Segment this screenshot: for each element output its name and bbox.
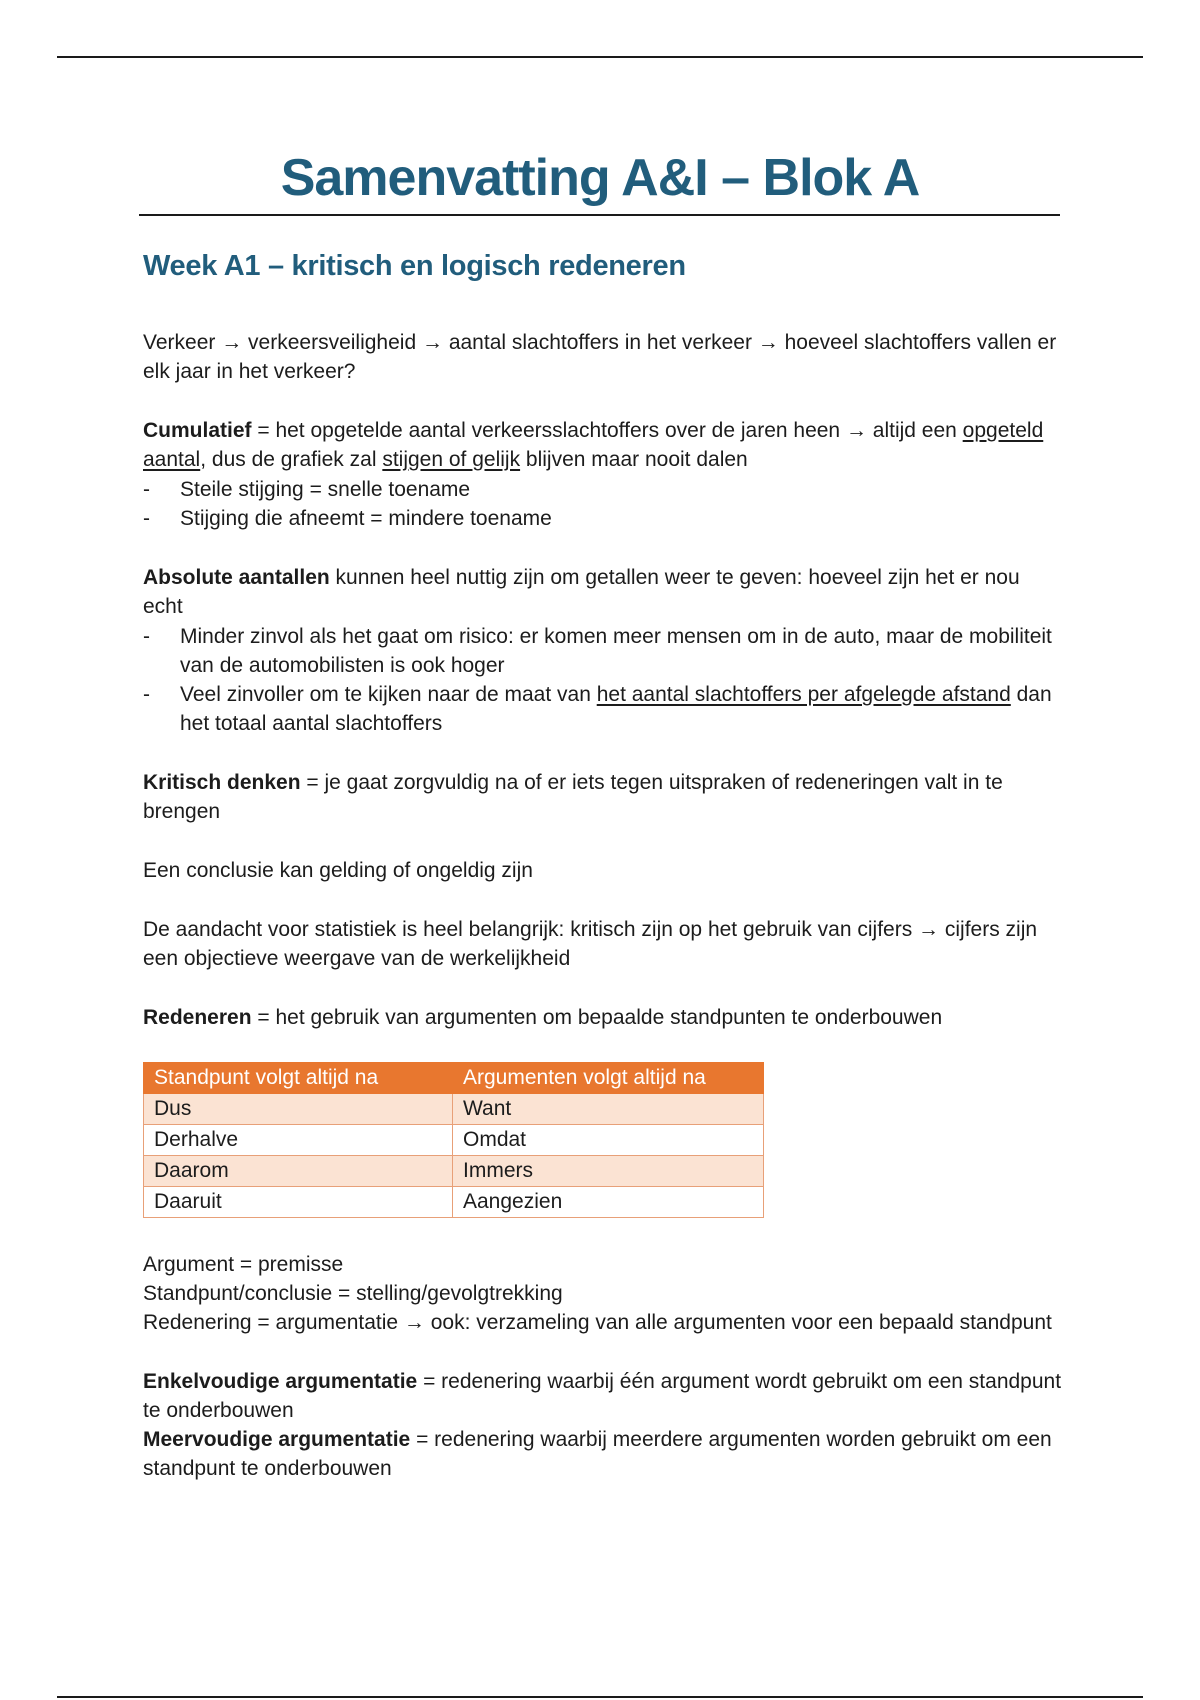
table-cell: Daaruit [144,1187,453,1218]
paragraph-kritisch [143,768,1063,826]
underlined-text: opgeteld aantal [143,419,1044,471]
paragraph-enkelvoudig [143,1367,1063,1425]
signal-words-table [143,1062,764,1218]
absolute-list [143,622,1063,738]
text: Verkeer [143,331,222,354]
term-kritisch: Kritisch denken [143,771,301,794]
arrow-icon: → [221,331,243,354]
paragraph-cumulatief [143,416,1063,474]
term-enkelvoudig: Enkelvoudige argumentatie [143,1370,418,1393]
text: Veel zinvoller om te kijken naar de maat van [180,683,597,706]
term-meervoudig: Meervoudige argumentatie [143,1428,411,1451]
text: aantal slachtoffers in het verkeer [442,331,758,354]
page-bottom-rule [57,1696,1143,1698]
text: , dus de grafiek zal [200,448,383,471]
text: verkeersveiligheid [242,331,422,354]
text: = het opgetelde aantal verkeersslachtoffers over de jaren heen [251,419,846,442]
paragraph-absolute [143,563,1063,621]
text: = je gaat zorgvuldig na of er iets tegen uitspraken of redeneringen valt in te brengen [143,771,1003,823]
table-cell: Dus [144,1094,453,1125]
text: ook: verzameling van alle argumenten voor een bepaald standpunt [424,1311,1052,1334]
argumentatie-block [143,1367,1063,1483]
underlined-text: stijgen of gelijk [382,448,521,471]
list-item [143,680,1063,738]
table-row [144,1125,764,1156]
definition-argument: Argument = premisse [143,1253,344,1276]
cumulatief-block [143,416,1063,533]
definitions-block [143,1250,1063,1337]
page-top-rule [57,56,1143,58]
table-cell: Aangezien [453,1187,764,1218]
document-body [143,250,1063,1513]
paragraph-redeneren [143,1003,1063,1032]
paragraph-meervoudig [143,1425,1063,1483]
term-redeneren: Redeneren [143,1006,252,1029]
arrow-icon: → [845,419,867,442]
text: altijd een [866,419,963,442]
text: kunnen heel nuttig zijn om getallen weer te geven: hoeveel zijn het er nou echt [143,566,1020,618]
term-cumulatief: Cumulatief [143,419,252,442]
definition-redenering [143,1308,1063,1337]
paragraph-conclusie: Een conclusie kan gelding of ongeldig zijn [143,859,533,882]
cumulatief-list [143,475,1063,533]
table-cell: Immers [453,1156,764,1187]
list-item: - Steile stijging = snelle toename [143,475,1063,504]
table-cell: Daarom [144,1156,453,1187]
text: = redenering waarbij één argument wordt gebruikt om een standpunt te onderbouwen [143,1370,1062,1422]
table-row [144,1094,764,1125]
table-header-cell: Standpunt volgt altijd na [144,1063,453,1094]
paragraph-verkeer [143,328,1063,386]
text: cijfers zijn een objectieve weergave van de werkelijkheid [143,918,1038,970]
arrow-icon: → [757,331,779,354]
arrow-icon: → [918,918,940,941]
title-underline [139,214,1060,216]
table-row [144,1187,764,1218]
term-absolute: Absolute aantallen [143,566,330,589]
text: = het gebruik van argumenten om bepaalde standpunten te onderbouwen [251,1006,943,1029]
definition-standpunt: Standpunt/conclusie = stelling/gevolgtrekking [143,1282,563,1305]
section-heading: Week A1 – kritisch en logisch redeneren [143,250,686,282]
paragraph-statistiek [143,915,1063,973]
text: blijven maar nooit dalen [520,448,748,471]
table-header-row [144,1063,764,1094]
text: dan het totaal aantal slachtoffers [180,683,1052,735]
table-cell: Omdat [453,1125,764,1156]
table-header-cell: Argumenten volgt altijd na [453,1063,764,1094]
document-title: Samenvatting A&I – Blok A [280,149,920,207]
text: hoeveel slachtoffers vallen er elk jaar in het verkeer? [143,331,1057,383]
arrow-icon: → [421,331,443,354]
table-row [144,1156,764,1187]
table-cell: Want [453,1094,764,1125]
absolute-block [143,563,1063,738]
list-item: - Stijging die afneemt = mindere toename [143,504,1063,533]
text: De aandacht voor statistiek is heel belangrijk: kritisch zijn op het gebruik van cijfers [143,918,919,941]
table-cell: Derhalve [144,1125,453,1156]
underlined-text: het aantal slachtoffers per afgelegde afstand [596,683,1011,706]
arrow-icon: → [403,1311,425,1334]
list-item: - Minder zinvol als het gaat om risico: er komen meer mensen om in de auto, maar de mobiliteit van de automobilisten is ook hoger [143,622,1063,680]
text: Redenering = argumentatie [143,1311,404,1334]
text: = redenering waarbij meerdere argumenten worden gebruikt om een standpunt te onderbouwen [143,1428,1052,1480]
